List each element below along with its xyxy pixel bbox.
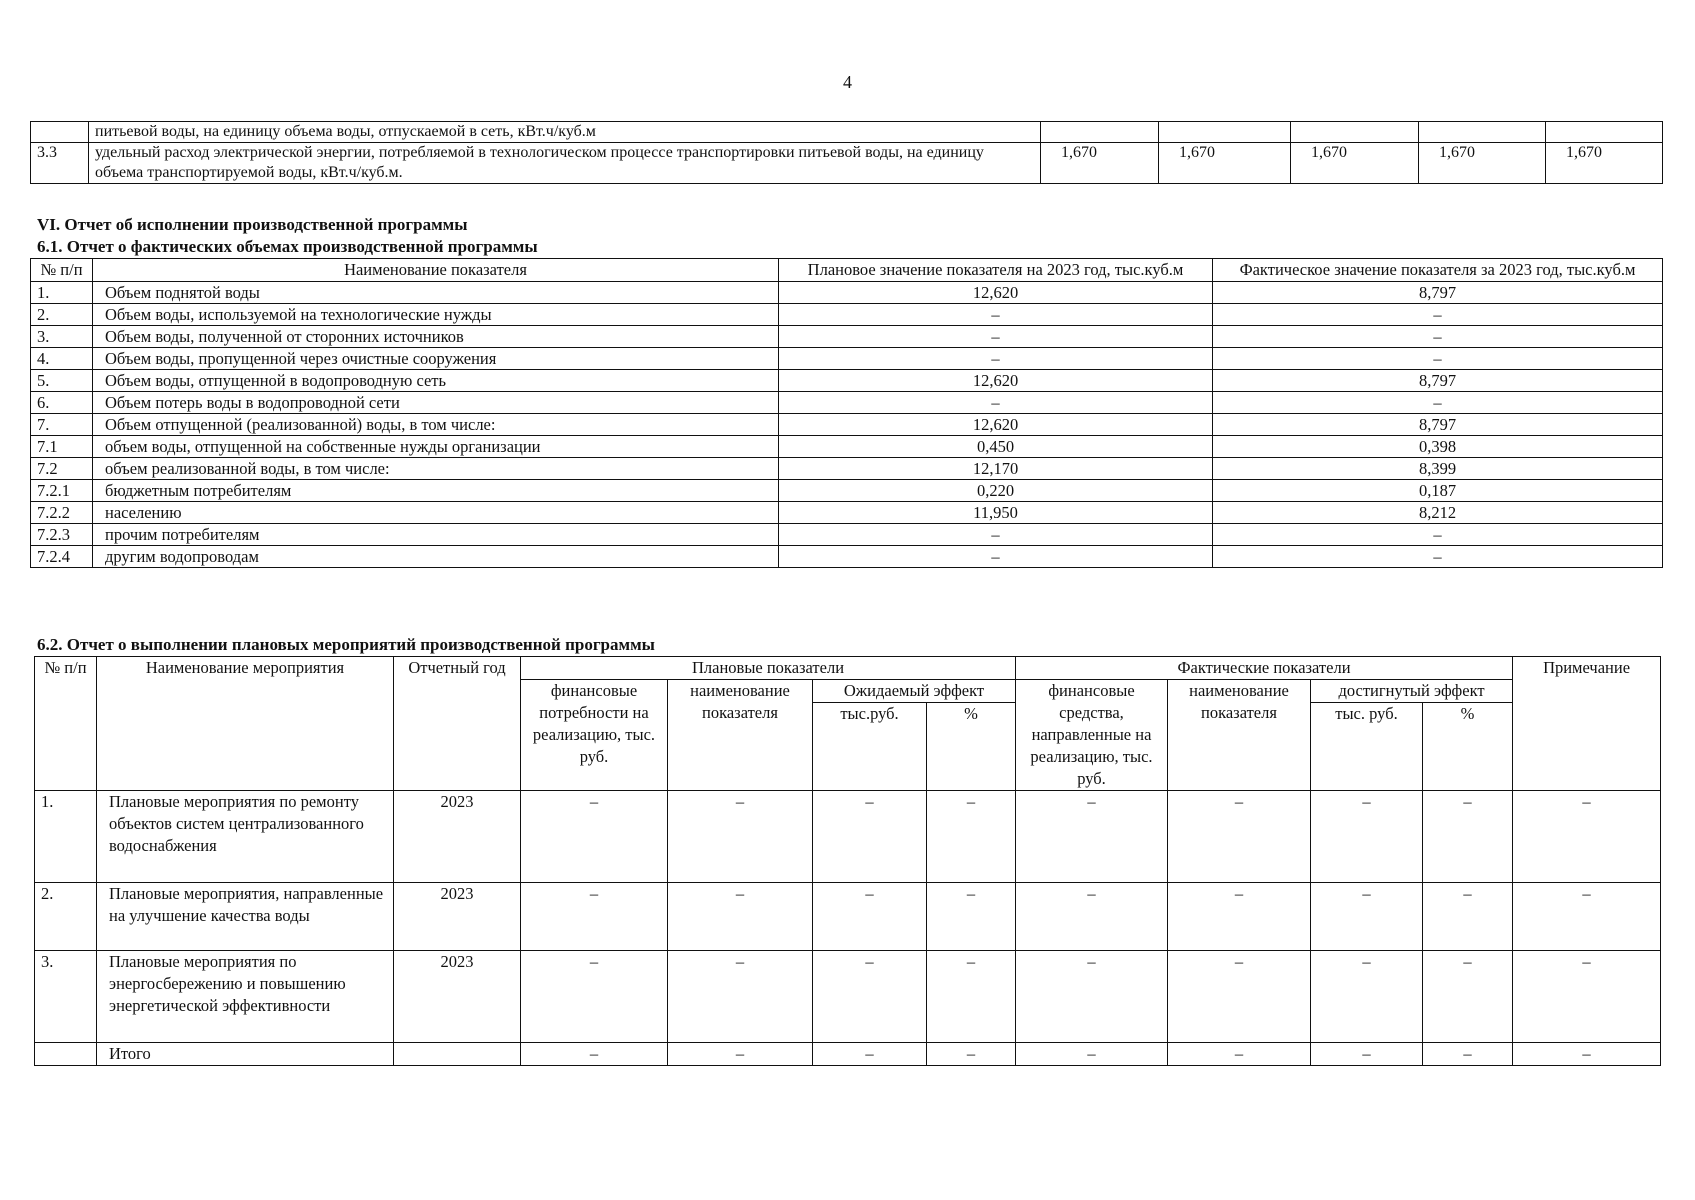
fact-value: – [1213, 524, 1663, 546]
value-cell: – [1423, 883, 1513, 951]
indicator-name: Объем воды, отпущенной в водопроводную сеть [93, 370, 779, 392]
value-cell: – [1016, 1043, 1168, 1066]
indicator-name: бюджетным потребителям [93, 480, 779, 502]
row-number: 6. [31, 392, 93, 414]
report-year: 2023 [394, 951, 521, 1043]
measure-name: Плановые мероприятия по ремонту объектов систем централизованного водоснабжения [97, 791, 394, 883]
plan-value: – [779, 348, 1213, 370]
row-number: 7.2.3 [31, 524, 93, 546]
value-cell: – [668, 1043, 813, 1066]
value-cell: 1,670 [1041, 143, 1159, 184]
col-header-num: № п/п [35, 657, 97, 791]
volumes-table [30, 258, 1663, 568]
table-row [35, 791, 1661, 883]
indicator-name: Объем отпущенной (реализованной) воды, в том числе: [93, 414, 779, 436]
col-header-plan-effect: Ожидаемый эффект [813, 680, 1016, 703]
col-header-year: Отчетный год [394, 657, 521, 791]
measures-table [34, 656, 1661, 1066]
fact-value: 8,399 [1213, 458, 1663, 480]
table-row [31, 348, 1663, 370]
fact-value: – [1213, 326, 1663, 348]
value-cell: – [927, 1043, 1016, 1066]
value-cell: – [1016, 883, 1168, 951]
row-number: 7.2.4 [31, 546, 93, 568]
value-cell [1041, 122, 1159, 143]
col-header-name: Наименование показателя [93, 259, 779, 282]
table-row [31, 458, 1663, 480]
row-number: 7. [31, 414, 93, 436]
col-header-act-rub: тыс. руб. [1311, 703, 1423, 791]
value-cell: – [1168, 951, 1311, 1043]
plan-value: 12,620 [779, 414, 1213, 436]
table-header-row [35, 657, 1661, 680]
measure-name: Плановые мероприятия по энергосбережению и повышению энергетической эффективности [97, 951, 394, 1043]
value-cell: – [521, 1043, 668, 1066]
value-cell: – [668, 951, 813, 1043]
fact-value: 8,797 [1213, 414, 1663, 436]
value-cell: – [1513, 1043, 1661, 1066]
table-row [31, 122, 1663, 143]
indicator-name: Объем воды, пропущенной через очистные сооружения [93, 348, 779, 370]
table-row [35, 951, 1661, 1043]
table-row [31, 370, 1663, 392]
value-cell: – [927, 951, 1016, 1043]
subsection-title-6-1: 6.1. Отчет о фактических объемах производственной программы [37, 237, 538, 256]
indicator-name: объем воды, отпущенной на собственные нужды организации [93, 436, 779, 458]
table-row [31, 304, 1663, 326]
row-number: 3.3 [31, 143, 89, 184]
fact-value: 8,797 [1213, 370, 1663, 392]
value-cell: – [1423, 791, 1513, 883]
value-cell: – [1311, 883, 1423, 951]
fact-value: – [1213, 546, 1663, 568]
indicator-name: другим водопроводам [93, 546, 779, 568]
subsection-title-6-2: 6.2. Отчет о выполнении плановых мероприятий производственной программы [37, 635, 655, 654]
table-row [31, 502, 1663, 524]
table-row [31, 143, 1663, 184]
indicator-name: Объем потерь воды в водопроводной сети [93, 392, 779, 414]
col-header-name: Наименование мероприятия [97, 657, 394, 791]
value-cell [1159, 122, 1291, 143]
col-header-plan-rub: тыс.руб. [813, 703, 927, 791]
col-header-act-effect: достигнутый эффект [1311, 680, 1513, 703]
col-header-plan: Плановое значение показателя на 2023 год, тыс.куб.м [779, 259, 1213, 282]
plan-value: – [779, 524, 1213, 546]
value-cell: – [668, 791, 813, 883]
value-cell: 1,670 [1419, 143, 1546, 184]
table-row [31, 414, 1663, 436]
value-cell: 1,670 [1291, 143, 1419, 184]
row-number: 7.2.1 [31, 480, 93, 502]
indicator-name: Объем поднятой воды [93, 282, 779, 304]
indicator-name: Объем воды, используемой на технологические нужды [93, 304, 779, 326]
value-cell: – [1168, 883, 1311, 951]
row-number: 2. [35, 883, 97, 951]
col-header-act-fin: финансовые средства, направленные на реализацию, тыс. руб. [1016, 680, 1168, 791]
col-header-plan-fin: финансовые потребности на реализацию, тыс. руб. [521, 680, 668, 791]
table-row [31, 546, 1663, 568]
measure-name: Итого [97, 1043, 394, 1066]
row-number: 4. [31, 348, 93, 370]
col-header-actual: Фактические показатели [1016, 657, 1513, 680]
plan-value: 11,950 [779, 502, 1213, 524]
indicator-name: Объем воды, полученной от сторонних источников [93, 326, 779, 348]
table-row [31, 480, 1663, 502]
value-cell: – [1513, 791, 1661, 883]
value-cell: – [1016, 791, 1168, 883]
row-number: 1. [35, 791, 97, 883]
fact-value: 8,797 [1213, 282, 1663, 304]
col-header-fact: Фактическое значение показателя за 2023 год, тыс.куб.м [1213, 259, 1663, 282]
col-header-act-pct: % [1423, 703, 1513, 791]
table-header-row [31, 259, 1663, 282]
value-cell: – [927, 791, 1016, 883]
value-cell [1291, 122, 1419, 143]
indicator-name: объем реализованной воды, в том числе: [93, 458, 779, 480]
row-number: 5. [31, 370, 93, 392]
value-cell: – [1311, 1043, 1423, 1066]
value-cell: – [1168, 791, 1311, 883]
value-cell: 1,670 [1159, 143, 1291, 184]
fact-value: 0,187 [1213, 480, 1663, 502]
report-year: 2023 [394, 883, 521, 951]
indicator-name: прочим потребителям [93, 524, 779, 546]
fact-value: – [1213, 304, 1663, 326]
fact-value: – [1213, 392, 1663, 414]
value-cell: – [521, 883, 668, 951]
table-row [31, 524, 1663, 546]
value-cell: – [1311, 951, 1423, 1043]
value-cell: – [1423, 1043, 1513, 1066]
plan-value: 12,620 [779, 282, 1213, 304]
row-number: 7.1 [31, 436, 93, 458]
indicator-name: питьевой воды, на единицу объема воды, отпускаемой в сеть, кВт.ч/куб.м [89, 122, 1041, 143]
value-cell: – [521, 791, 668, 883]
plan-value: 12,620 [779, 370, 1213, 392]
page-number: 4 [843, 72, 852, 92]
value-cell: – [1423, 951, 1513, 1043]
table-row [35, 1043, 1661, 1066]
value-cell: – [813, 1043, 927, 1066]
value-cell [1546, 122, 1663, 143]
col-header-plan-indicator: наименование показателя [668, 680, 813, 791]
plan-value: – [779, 392, 1213, 414]
continuation-table [30, 121, 1663, 184]
fact-value: – [1213, 348, 1663, 370]
row-number: 3. [31, 326, 93, 348]
indicator-name: удельный расход электрической энергии, потребляемой в технологическом процессе транспортировки питьевой воды, на единицу объема транспортируемой воды, кВт.ч/куб.м. [89, 143, 1041, 184]
value-cell: – [1311, 791, 1423, 883]
value-cell: – [1513, 883, 1661, 951]
row-number: 3. [35, 951, 97, 1043]
col-header-act-indicator: наименование показателя [1168, 680, 1311, 791]
plan-value: – [779, 304, 1213, 326]
value-cell: – [1016, 951, 1168, 1043]
report-year: 2023 [394, 791, 521, 883]
value-cell: – [813, 883, 927, 951]
fact-value: 0,398 [1213, 436, 1663, 458]
value-cell: – [1168, 1043, 1311, 1066]
value-cell: – [813, 791, 927, 883]
row-number [31, 122, 89, 143]
row-number [35, 1043, 97, 1066]
value-cell [1419, 122, 1546, 143]
row-number: 7.2.2 [31, 502, 93, 524]
row-number: 1. [31, 282, 93, 304]
section-title: VI. Отчет об исполнении производственной программы [37, 215, 468, 234]
report-year [394, 1043, 521, 1066]
value-cell: – [521, 951, 668, 1043]
plan-value: – [779, 546, 1213, 568]
value-cell: – [1513, 951, 1661, 1043]
plan-value: – [779, 326, 1213, 348]
col-header-note: Примечание [1513, 657, 1661, 791]
value-cell: 1,670 [1546, 143, 1663, 184]
col-header-plan-pct: % [927, 703, 1016, 791]
indicator-name: населению [93, 502, 779, 524]
fact-value: 8,212 [1213, 502, 1663, 524]
value-cell: – [668, 883, 813, 951]
plan-value: 0,450 [779, 436, 1213, 458]
plan-value: 12,170 [779, 458, 1213, 480]
row-number: 2. [31, 304, 93, 326]
plan-value: 0,220 [779, 480, 1213, 502]
table-row [31, 436, 1663, 458]
table-row [31, 392, 1663, 414]
value-cell: – [813, 951, 927, 1043]
value-cell: – [927, 883, 1016, 951]
table-row [31, 282, 1663, 304]
col-header-planned: Плановые показатели [521, 657, 1016, 680]
table-row [31, 326, 1663, 348]
row-number: 7.2 [31, 458, 93, 480]
table-row [35, 883, 1661, 951]
measure-name: Плановые мероприятия, направленные на улучшение качества воды [97, 883, 394, 951]
col-header-num: № п/п [31, 259, 93, 282]
